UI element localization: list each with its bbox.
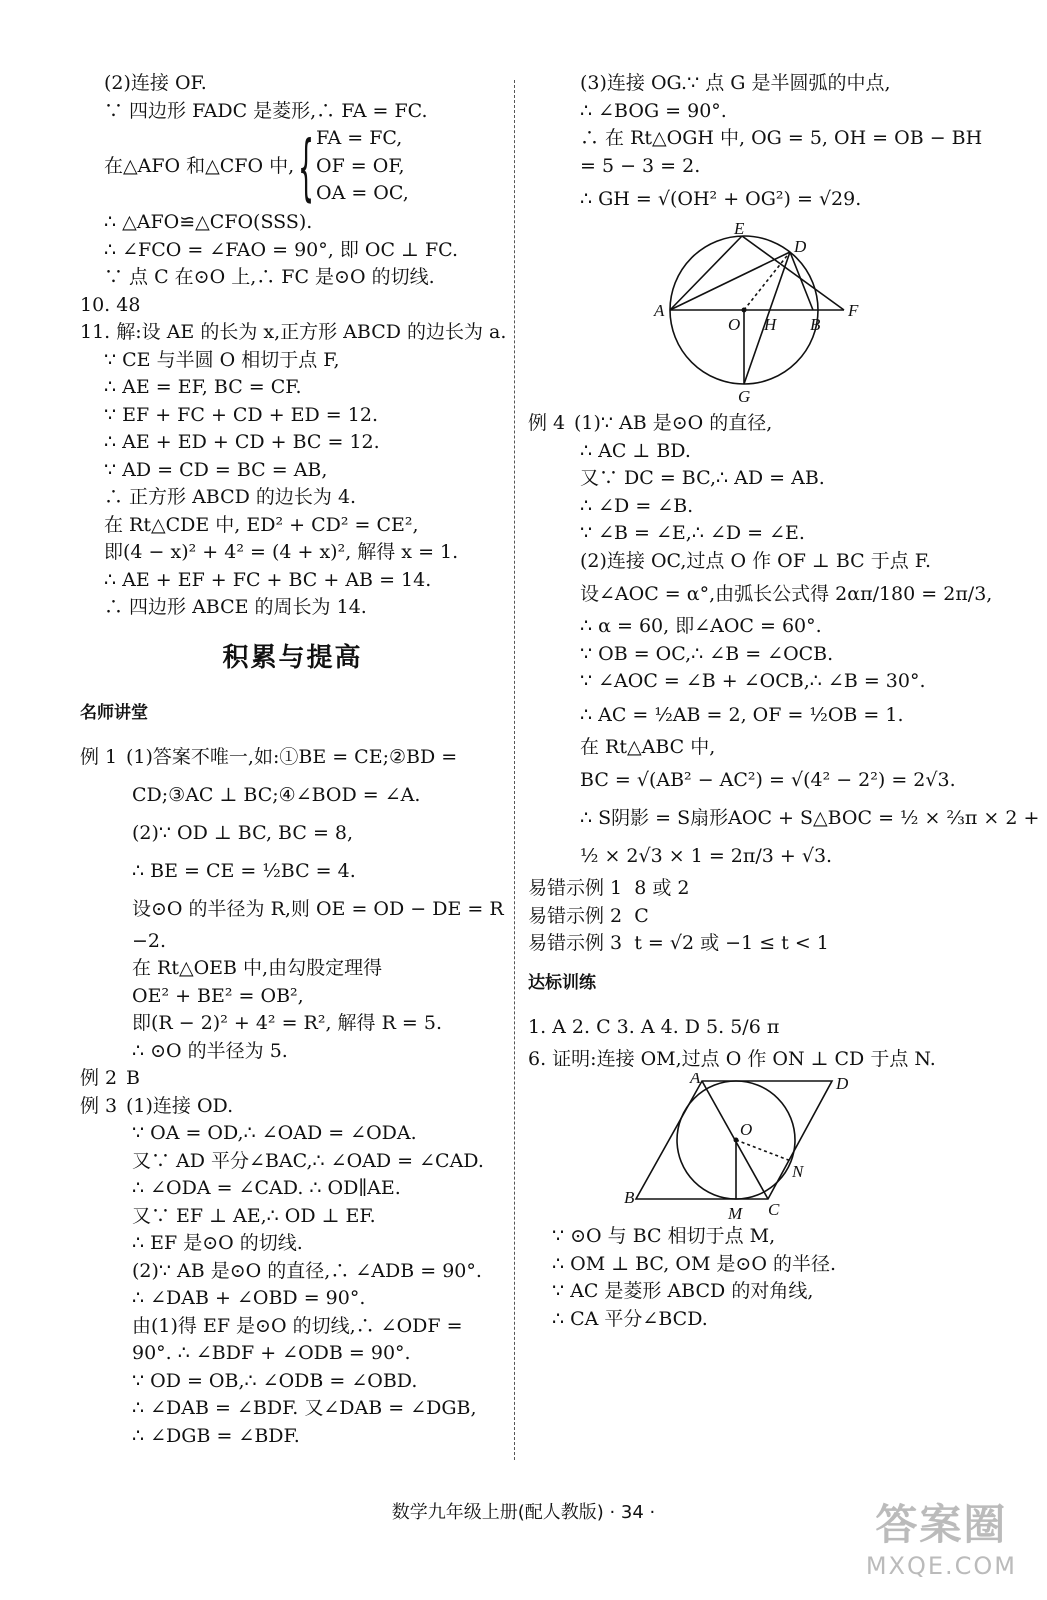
fig-label-g: G — [738, 387, 751, 406]
text-line: ∴ ∠DAB = ∠BDF. 又∠DAB = ∠DGB, — [132, 1397, 477, 1419]
brace-symbol: { — [298, 125, 315, 209]
text-line: ∴ EF 是⊙O 的切线. — [132, 1232, 303, 1254]
text-line: ∵ OA = OD,∴ ∠OAD = ∠ODA. — [132, 1122, 417, 1144]
center-point-o — [742, 308, 747, 313]
example-line — [528, 410, 973, 438]
example-line — [80, 1093, 505, 1121]
text-line: 11. 解:设 AE 的长为 x,正方形 ABCD 的边长为 a. — [80, 321, 507, 343]
brace-row: OA = OC, — [316, 182, 409, 204]
fig-label-a: A — [690, 1073, 701, 1087]
text-line: = 5 − 3 = 2. — [580, 154, 701, 177]
text-line: ∵ AC 是菱形 ABCD 的对角线, — [552, 1280, 814, 1302]
text-line: 在 Rt△OEB 中,由勾股定理得 — [132, 957, 383, 979]
mistake-example — [528, 930, 973, 958]
text-line: ∴ AE = EF, BC = CF. — [104, 376, 302, 398]
text-line: (1)∵ AB 是⊙O 的直径, — [574, 412, 773, 434]
segment-od — [744, 252, 790, 310]
text-line: ∵ ∠AOC = ∠B + ∠OCB,∴ ∠B = 30°. — [580, 670, 926, 692]
text-line: ∴ OM ⊥ BC, OM 是⊙O 的半径. — [552, 1252, 837, 1275]
sub-title: 名师讲堂 — [80, 702, 148, 723]
text-line: ∴ ∠DGB = ∠BDF. — [132, 1424, 300, 1447]
watermark — [866, 1492, 1017, 1580]
page-footer: 数学九年级上册(配人教版) · 34 · — [391, 1502, 656, 1523]
text-line: 在 Rt△CDE 中, ED² + CD² = CE², — [104, 513, 419, 536]
line-ef — [742, 236, 844, 310]
fig-label-o: O — [740, 1120, 753, 1139]
text-line: ∵ 四边形 FADC 是菱形,∴ FA = FC. — [104, 99, 428, 122]
text-line: −2. — [132, 929, 167, 952]
brace-system — [80, 125, 505, 209]
mistake-example — [528, 903, 973, 931]
mistake-example — [528, 875, 973, 903]
text-line: ∴ GH = √(OH² + OG²) = √29. — [580, 188, 862, 210]
text-line: (2)连接 OF. — [104, 72, 207, 94]
center-point-o — [734, 1138, 739, 1143]
example-line — [80, 738, 505, 776]
left-column — [80, 70, 505, 1450]
text-line: (3)连接 OG.∵ 点 G 是半圆弧的中点, — [580, 72, 891, 94]
fig-label-b: B — [624, 1188, 635, 1207]
text-line: ∴ CA 平分∠BCD. — [552, 1307, 708, 1330]
text-line: ∵ 点 C 在⊙O 上,∴ FC 是⊙O 的切线. — [104, 266, 435, 288]
fig-label-o: O — [728, 315, 741, 334]
text-line: ∵ CE 与半圆 O 相切于点 F, — [104, 348, 340, 371]
text-line: 由(1)得 EF 是⊙O 的切线,∴ ∠ODF = — [132, 1314, 463, 1337]
text-line: BC = √(AB² − AC²) = √(4² − 2²) = 2√3. — [580, 769, 956, 791]
watermark-line1: 答案圈 — [875, 1500, 1008, 1549]
fig-label-f: F — [848, 301, 859, 320]
text-line: ∵ AD = CD = BC = AB, — [104, 458, 328, 481]
fig-label-d: D — [794, 237, 807, 256]
text-line: (2)∵ AB 是⊙O 的直径,∴ ∠ADB = 90°. — [132, 1259, 482, 1282]
mistake-label: 易错示例 3 — [528, 932, 623, 954]
answer-text: B — [126, 1067, 140, 1089]
text-line: (1)答案不唯一,如:①BE = CE;②BD = — [126, 745, 458, 768]
text-line: ∵ EF + FC + CD + ED = 12. — [104, 403, 378, 426]
text-line: ∵ OB = OC,∴ ∠B = ∠OCB. — [580, 642, 834, 665]
text-line: ½ × 2√3 × 1 = 2π/3 + √3. — [580, 845, 833, 867]
column-divider — [514, 80, 515, 1460]
text-line: 90°. ∴ ∠BDF + ∠ODB = 90°. — [132, 1342, 411, 1364]
fig-label-c: C — [768, 1200, 780, 1219]
text-line: ∴ △AFO≌△CFO(SSS). — [104, 211, 313, 233]
text-line: ∴ ∠ODA = ∠CAD. ∴ OD∥AE. — [132, 1177, 401, 1199]
answer-q10: 10. 48 — [80, 293, 141, 316]
sub-title: 达标训练 — [528, 972, 596, 993]
text-line: ∴ BE = CE = ½BC = 4. — [132, 859, 356, 882]
circle-tangent-figure — [528, 218, 973, 410]
brace-lhs: 在△AFO 和△CFO 中, — [104, 155, 295, 177]
text-line: ∴ AE + EF + FC + BC + AB = 14. — [104, 568, 432, 591]
mistake-label: 易错示例 2 — [528, 904, 623, 927]
text-line: ∴ ⊙O 的半径为 5. — [132, 1039, 288, 1062]
text-line: 6. 证明:连接 OM,过点 O 作 ON ⊥ CD 于点 N. — [528, 1047, 936, 1070]
watermark-line2: MXQE.COM — [865, 1552, 1017, 1580]
text-line: ∵ ∠B = ∠E,∴ ∠D = ∠E. — [580, 522, 805, 544]
text-line: (1)连接 OD. — [126, 1094, 234, 1117]
mistake-answer: t = √2 或 −1 ≤ t < 1 — [634, 932, 829, 954]
fig-label-a: A — [654, 301, 665, 320]
fig-label-n: N — [792, 1162, 804, 1181]
fig-label-b: B — [810, 315, 821, 334]
text-line: 即(R − 2)² + 4² = R², 解得 R = 5. — [132, 1012, 443, 1034]
text-line: 又∵ EF ⊥ AE,∴ OD ⊥ EF. — [132, 1204, 376, 1227]
text-line: ∴ ∠FCO = ∠FAO = 90°, 即 OC ⊥ FC. — [104, 238, 459, 261]
mistake-answer: 8 或 2 — [634, 877, 690, 899]
brace-row: OF = OF, — [316, 154, 405, 177]
text-line: ∴ ∠BOG = 90°. — [580, 99, 727, 122]
brace-row: FA = FC, — [316, 127, 403, 149]
example-label: 例 3 — [80, 1094, 118, 1117]
text-line: ∵ ⊙O 与 BC 相切于点 M, — [552, 1225, 776, 1247]
text-line: ∴ ∠DAB + ∠OBD = 90°. — [132, 1287, 366, 1309]
text-line: ∴ 四边形 ABCE 的周长为 14. — [104, 596, 367, 618]
text-line: (2)∵ OD ⊥ BC, BC = 8, — [132, 821, 354, 844]
text-line: 又∵ DC = BC,∴ AD = AB. — [580, 467, 825, 489]
example-label: 例 2 — [80, 1067, 118, 1089]
text-line: ∴ α = 60, 即∠AOC = 60°. — [580, 615, 822, 637]
text-line: 设⊙O 的半径为 R,则 OE = OD − DE = R — [132, 897, 504, 920]
text-line: 又∵ AD 平分∠BAC,∴ ∠OAD = ∠CAD. — [132, 1149, 484, 1172]
text-line: (2)连接 OC,过点 O 作 OF ⊥ BC 于点 F. — [580, 549, 932, 572]
section-title: 积累与提高 — [222, 642, 363, 673]
text-line: ∴ S阴影 = S扇形AOC + S△BOC = ½ × ⅔π × 2 + — [580, 807, 1040, 829]
text-line: ∴ AC ⊥ BD. — [580, 439, 691, 462]
text-line: CD;③AC ⊥ BC;④∠BOD = ∠A. — [132, 783, 421, 806]
example-label: 例 1 — [80, 745, 118, 768]
text-line: 在 Rt△ABC 中, — [580, 735, 716, 758]
example-label: 例 4 — [528, 412, 566, 434]
fig-label-h: H — [764, 315, 777, 334]
answers-line: 1. A 2. C 3. A 4. D 5. 5/6 π — [528, 1015, 780, 1038]
text-line: ∴ AC = ½AB = 2, OF = ½OB = 1. — [580, 703, 904, 726]
text-line: 即(4 − x)² + 4² = (4 + x)², 解得 x = 1. — [104, 541, 459, 563]
text-line: 设∠AOC = α°,由弧长公式得 2απ/180 = 2π/3, — [580, 583, 993, 605]
mistake-answer: C — [634, 904, 649, 927]
example-line — [80, 1065, 505, 1093]
text-line: ∴ 正方形 ABCD 的边长为 4. — [104, 486, 357, 508]
text-line: OE² + BE² = OB², — [132, 984, 304, 1007]
right-column — [528, 70, 1040, 1333]
rhombus-circle-figure — [528, 1073, 973, 1223]
fig-label-m: M — [728, 1204, 743, 1223]
fig-label-d: D — [836, 1074, 849, 1093]
text-line: ∴ 在 Rt△OGH 中, OG = 5, OH = OB − BH — [580, 127, 983, 149]
segment-db — [790, 252, 813, 310]
text-line: ∴ ∠D = ∠B. — [580, 494, 694, 517]
text-line: ∴ AE + ED + CD + BC = 12. — [104, 431, 380, 453]
text-line: ∵ OD = OB,∴ ∠ODB = ∠OBD. — [132, 1369, 418, 1392]
fig-label-e: E — [734, 219, 745, 238]
mistake-label: 易错示例 1 — [528, 877, 623, 899]
